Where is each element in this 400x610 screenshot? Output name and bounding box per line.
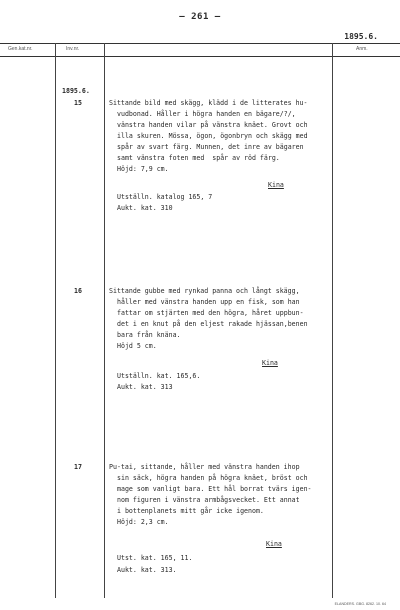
description-line: sin säck, högra handen på högra knäet, bröst och <box>117 474 308 482</box>
reference-line: Aukt. kat. 313. <box>117 566 177 574</box>
description-line: samt vänstra foten med spår av röd färg. <box>117 154 280 162</box>
description-line: i bottenplanets mitt går icke igenom. <box>117 507 264 515</box>
description-line: vänstra handen vilar på vänstra knäet. Grovt och <box>117 121 308 129</box>
description-line: spår av svart färg. Munnen, det inre av bägaren <box>117 143 304 151</box>
header-top-rule <box>0 43 400 44</box>
description-line: nom figuren i vänstra armbågsvecket. Ett annat <box>117 496 300 504</box>
column-header-anm: Anm. <box>356 46 368 52</box>
entry-number: 15 <box>74 99 82 107</box>
column-divider-2 <box>104 43 105 598</box>
description-line: det i en knut på den eljest rakade hjässan,benen <box>117 320 308 328</box>
description-line: Sittande gubbe med rynkad panna och långt skägg, <box>109 287 300 295</box>
header-bottom-rule <box>0 56 400 57</box>
column-divider-1 <box>55 43 56 598</box>
reference-line: Utst. kat. 165, 11. <box>117 554 193 562</box>
description-line: Höjd 5 cm. <box>117 342 157 350</box>
description-line: Höjd: 7,9 cm. <box>117 165 169 173</box>
description-line: Pu-tai, sittande, håller med vänstra handen ihop <box>109 463 300 471</box>
column-header-gen-kat-nr: Gen.kat.nr. <box>8 46 33 52</box>
section-year: 1895.6. <box>62 87 90 95</box>
description-line: Höjd: 2,3 cm. <box>117 518 169 526</box>
description-line: fattar om stjärten med den högra, håret uppbun- <box>117 309 304 317</box>
column-header-inv-nr: Inv.nr. <box>66 46 80 52</box>
description-line: illa skuren. Mössa, ögon, ögonbryn och skägg med <box>117 132 308 140</box>
header-year: 1895.6. <box>344 32 378 41</box>
description-line: bara från knäna. <box>117 331 181 339</box>
origin-label: Kina <box>266 540 282 548</box>
reference-line: Utställn. kat. 165,6. <box>117 372 201 380</box>
reference-line: Aukt. kat. 310 <box>117 204 173 212</box>
reference-line: Aukt. kat. 313 <box>117 383 173 391</box>
entry-number: 17 <box>74 463 82 471</box>
entry-number: 16 <box>74 287 82 295</box>
origin-label: Kina <box>268 181 284 189</box>
printer-imprint: ELANDERS. GBG. 8262. 10. 64 <box>334 602 386 606</box>
description-line: mage som vanligt bara. Ett hål borrat tvärs igen- <box>117 485 312 493</box>
page-number: – 261 – <box>179 12 221 22</box>
description-line: håller med vänstra handen upp en fisk, som han <box>117 298 300 306</box>
description-line: Sittande bild med skägg, klädd i de litterates hu- <box>109 99 308 107</box>
column-divider-3 <box>332 43 333 598</box>
description-line: vudbonad. Håller i högra handen en bägare/?/, <box>117 110 296 118</box>
origin-label: Kina <box>262 359 278 367</box>
reference-line: Utställn. katalog 165, 7 <box>117 193 213 201</box>
